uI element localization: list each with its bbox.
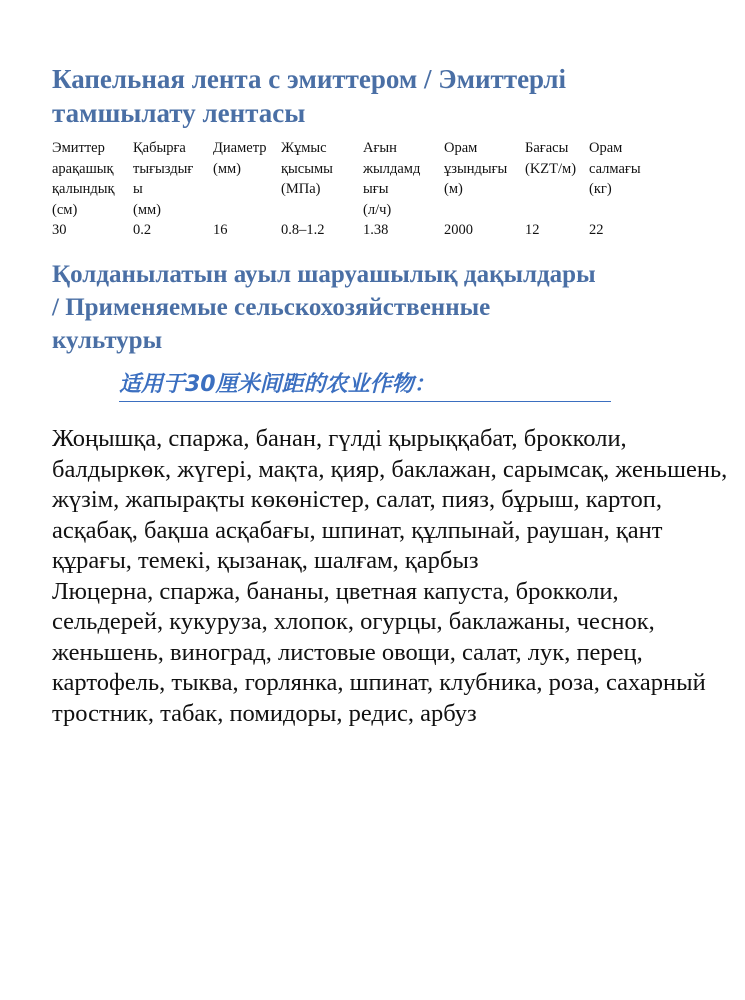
crops-list [52, 424, 732, 729]
value-emitter-spacing: 30 [52, 222, 67, 238]
header-flow-rate: Ағын жылдамд ығы (л/ч) [363, 140, 421, 218]
spec-table [52, 138, 649, 241]
value-diameter: 16 [213, 222, 228, 238]
spec-table-header-row [52, 138, 649, 220]
crops-section-title: Қолданылатын ауыл шаруашылық дақылдары / Применяемые сельскохозяйственные культуры [52, 261, 596, 354]
header-roll-weight: Орам салмағы (кг) [589, 140, 641, 197]
header-diameter: Диаметр (мм) [213, 140, 267, 177]
crops-list-kazakh: Жоңышқа, спаржа, банан, гүлді қырыққабат, брокколи, балдыркөк, жүгері, мақта, қияр, баклажан, сарымсақ, женьшень, жүзім, жапырақты көкөністер, салат, пияз, бұрыш, картоп, асқабақ, бақша асқабағы, шпинат, құлпынай, раушан, қант құрағы, темекі, қызанақ, шалғам, қарбыз [52, 425, 728, 574]
header-price: Бағасы (KZT/м) [525, 140, 577, 177]
value-price: 12 [525, 222, 540, 238]
value-roll-length: 2000 [444, 222, 473, 238]
value-flow-rate: 1.38 [363, 222, 389, 238]
header-working-pressure: Жұмыс қысымы (МПа) [281, 140, 333, 197]
value-roll-weight: 22 [589, 222, 604, 238]
chinese-crops-caption: 适用于30厘米间距的农业作物： [119, 370, 611, 402]
crops-list-russian: Люцерна, спаржа, бананы, цветная капуста, брокколи, сельдерей, кукуруза, хлопок, огурцы, баклажаны, чеснок, женьшень, виноград, листовые овощи, салат, лук, перец, картофель, тыква, горлянка, шпинат, клубника, роза, сахарный тростник, табак, помидоры, редис, арбуз [52, 577, 706, 727]
header-wall-thickness: Қабырға тығыздығ ы (мм) [133, 140, 194, 218]
header-roll-length: Орам ұзындығы (м) [444, 140, 508, 197]
value-working-pressure: 0.8–1.2 [281, 222, 325, 238]
header-emitter-spacing: Эмиттер арақашық қалындық (см) [52, 140, 115, 218]
value-wall-thickness: 0.2 [133, 222, 152, 238]
spec-table-value-row [52, 220, 649, 241]
page-title: Капельная лента с эмиттером / Эмиттерлі тамшылату лентасы [52, 64, 567, 128]
